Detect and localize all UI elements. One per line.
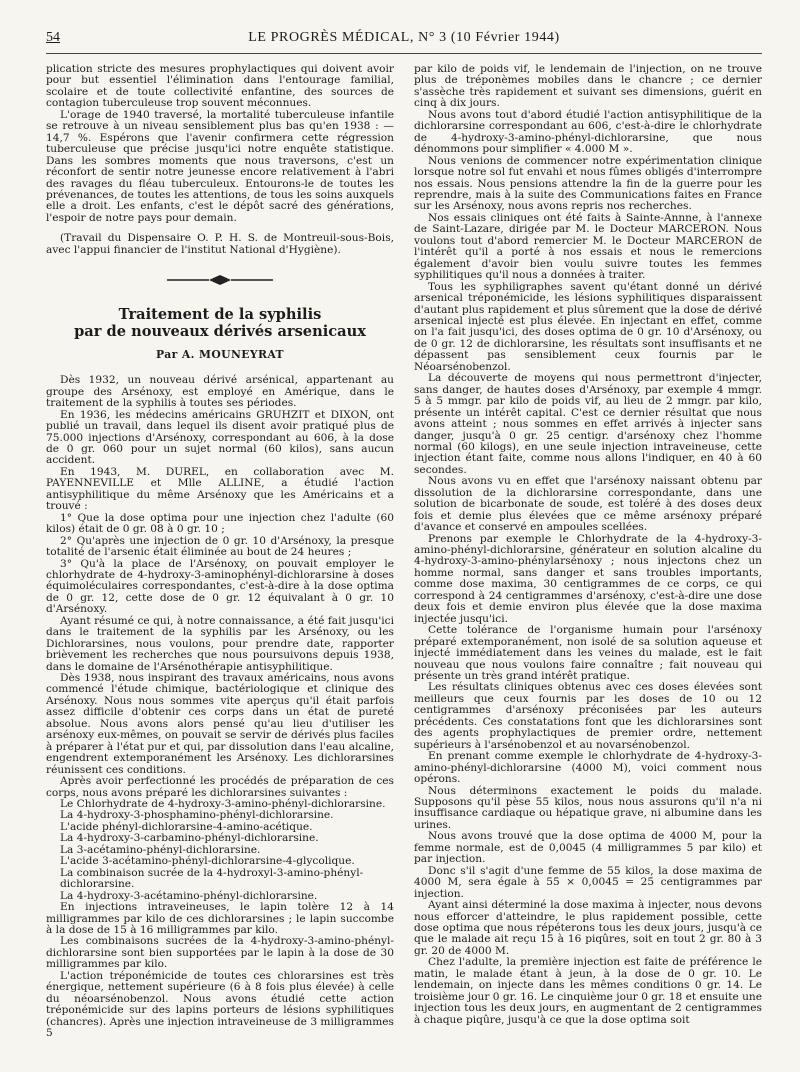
body-paragraph: Prenons par exemple le Chlorhydrate de la 4-hydroxy-3-amino-phényl-dichlorarsine, générateur en solution alcaline du 4-hydroxy-3-amino-phénylarsénoxy ; nous injectons chez un homme normal, sans danger et sans troubles importants, comme dose maxima, 30 centigrammes de ce corps, ce qui correspond à 24 centigrammes d'arsénoxy, c'est-à-dire une dose deux fois et demie environ plus élevée que la dose maxima injectée jusqu'ici.: [414, 532, 762, 625]
findings-item: 1° Que la dose optima pour une injection chez l'adulte (60 kilos) était de 0 gr. 08 à 0 gr. 10 ;: [46, 511, 394, 536]
compound-item: La 4-hydroxy-3-acétamino-phényl-dichlorarsine.: [60, 889, 318, 902]
journal-issue-title: LE PROGRÈS MÉDICAL, N° 3 (10 Février 1944): [248, 30, 560, 45]
body-paragraph: En prenant comme exemple le chlorhydrate de 4-hydroxy-3-amino-phényl-dichlorarsine (4000 M), voici comment nous opérons.: [414, 750, 762, 786]
findings-item: 3° Qu'à la place de l'Arsénoxy, on pouvait employer le chlorhydrate de 4-hydroxy-3-aminophényl-dichlorarsine à doses équimoléculaires correspondantes, c'est-à-dire à la dose optima de 0 gr. 12, cette dose de 0 gr. 12 équivalant à 0 gr. 10 d'Arsénoxy.: [46, 557, 394, 616]
header-rule: [46, 53, 762, 54]
body-paragraph: par kilo de poids vif, le lendemain de l'injection, on ne trouve plus de tréponèmes mobiles dans le chancre ; ce dernier s'assèche très rapidement et suivant ses dimensions, guérit en cinq à dix jours.: [414, 64, 762, 110]
body-paragraph: L'action tréponémicide de toutes ces chlorarsines est très énergique, nettement supérieure (6 à 8 fois plus élevée) à celle du néoarsénobenzol. Nous avons étudié cette action tréponémicide sur des lapins porteurs de lésions syphilitiques (chancres). Après une injection intraveineuse de 3 milligrammes 5: [46, 969, 394, 1040]
compound-list-first: Le Chlorhydrate de 4-hydroxy-3-amino-phényl-dichlorarsine.: [60, 798, 386, 811]
body-paragraph: Après avoir perfectionné les procédés de préparation de ces corps, nous avons préparé les dichlorarsines suivantes :: [46, 775, 394, 799]
body-paragraph: Donc s'il s'agit d'une femme de 55 kilos, la dose maxima de 4000 M, sera égale à 55 × 0,0045 = 25 centigrammes par injection.: [414, 864, 762, 900]
body-paragraph: Nous venions de commencer notre expérimentation clinique lorsque notre sol fut envahi et nous fûmes obligés d'interrompre nos essais. Nous pensions attendre la fin de la guerre pour les reprendre, mais à la suite des Communications faites en France sur les Arsénoxy, nous avons repris nos recherches.: [414, 154, 762, 213]
body-paragraph: Dès 1932, un nouveau dérivé arsénical, appartenant au groupe des Arsénoxy, est employé en Amérique, dans le traitement de la syphilis à toutes ses périodes.: [46, 374, 394, 410]
compound-item: La 3-acétamino-phényl-dichlorarsine.: [60, 843, 261, 856]
body-paragraph: Cette tolérance de l'organisme humain pour l'arsénoxy préparé extemporanément, non isolé de sa solution aqueuse et injecté immédiatement dans les veines du malade, est le fait nouveau que nous voulons faire connaître ; fait nouveau qui présente un très grand intérêt pratique.: [414, 624, 762, 683]
page-header: [46, 30, 762, 52]
body-paragraph: Ayant résumé ce qui, à notre connaissance, a été fait jusqu'ici dans le traitement de la syphilis par les Arsénoxy, ou les Dichlorarsines, nous voulons, pour prendre date, rapporter brièvement les recherches que nous poursuivons depuis 1938, dans le domaine de l'Arsénothérapie antisyphilitique.: [46, 614, 394, 673]
body-paragraph: Nos essais cliniques ont été faits à Sainte-Annne, à l'annexe de Saint-Lazare, dirigée par M. le Docteur MARCERON. Nous voulons tout d'abord remercier M. le Docteur MARCERON de l'intérêt qu'il a porté à nos essais et nous le remercions également d'avoir bien voulu suivre toutes les femmes syphilitiques qu'il nous a données à traiter.: [414, 211, 762, 282]
article-title-line-1: Traitement de la syphilis: [118, 306, 322, 324]
section-divider-ornament: [165, 274, 275, 286]
compound-item: La 4-hydroxy-3-carbamino-phényl-dichlorarsine.: [60, 832, 319, 845]
body-paragraph: Nous avons vu en effet que l'arsénoxy naissant obtenu par dissolution de la dichlorarsine correspondante, dans une solution de bicarbonate de soude, est toléré à des doses deux fois et demie plus élevées que ce même arsénoxy préparé d'avance et conservé en ampoules scellées.: [414, 475, 762, 534]
page-number: 54: [46, 30, 60, 45]
intro-acknowledgement: (Travail du Dispensaire O. P. H. S. de Montreuil-sous-Bois, avec l'appui financier de l'institut National d'Hygiène).: [46, 232, 394, 256]
body-paragraph: Nous déterminons exactement le poids du malade. Supposons qu'il pèse 55 kilos, nous nous assurons qu'il n'a ni insuffisance cardiaque ou hépatique grave, ni albumine dans les urines.: [414, 784, 762, 831]
body-paragraph: Les résultats cliniques obtenus avec ces doses élevées sont meilleurs que ceux fournis par les doses de 10 ou 12 centigrammes d'arsénoxy préconisées par les auteurs précédents. Ces constatations font que les dichlorarsines sont des agents prophylactiques de premier ordre, nettement supérieurs à l'arsénobenzol et au novarsénobenzol.: [414, 681, 762, 751]
intro-paragraph: L'orage de 1940 traversé, la mortalité tuberculeuse infantile se retrouve à un niveau sensiblement plus bas qu'en 1938 : —14,7 %. Espérons que l'avenir confirmera cette régression tuberculeuse que précise jusqu'ici notre enquête statistique. Dans les sombres moments que nous traversons, c'est un réconfort de sentir notre jeunesse encore relativement à l'abri des ravages du fléau tuberculeux. Entourons-le de toutes les prévenances, de toutes les attentions, de tous les soins auxquels elle a droit. Les enfants, c'est le dépôt sacré des générations, l'espoir de notre pays pour demain.: [46, 108, 394, 224]
body-paragraph: Tous les syphiligraphes savent qu'étant donné un dérivé arsenical tréponémicide, les lésions syphilitiques disparaissent d'autant plus rapidement et plus sûrement que la dose de dérivé arsenical injecté est plus élevée. En injectant en effet, comme on l'a fait jusqu'ici, des doses optima de 0 gr. 10 d'Arsénoxy, ou de 0 gr. 12 de dichlorarsine, les résultats sont insuffisants et ne dépassent pas sensiblement ceux fournis par le Néoarsénobenzol.: [414, 280, 762, 373]
compound-item: L'acide phényl-dichlorarsine-4-amino-acétique.: [60, 820, 313, 833]
body-paragraph: Nous avons tout d'abord étudié l'action antisyphilitique de la dichlorarsine correspondant au 606, c'est-à-dire le chlorhydrate de 4-hydroxy-3-amino-phényl-dichlorarsine, que nous dénommons pour simplifier « 4.000 M ».: [414, 108, 762, 156]
article-byline: Par A. MOUNEYRAT: [156, 348, 284, 362]
body-paragraph: Les combinaisons sucrées de la 4-hydroxy-3-amino-phényl-dichlorarsine sont bien supportées par le lapin à la dose de 30 milligrammes par kilo.: [46, 935, 394, 971]
compound-item: La 4-hydroxy-3-phosphamino-phényl-dichlorarsine.: [60, 809, 334, 822]
body-paragraph: En 1943, M. DUREL, en collaboration avec M. PAYENNEVILLE et Mlle ALLINE, a étudié l'action antisyphilitique du même Arsénoxy que les Américains et a trouvé :: [46, 465, 394, 513]
body-paragraph: Nous avons trouvé que la dose optima de 4000 M, pour la femme normale, est de 0,0045 (4 milligrammes 5 par kilo) et par injection.: [414, 830, 762, 866]
body-paragraph: La découverte de moyens qui nous permettront d'injecter, sans danger, de hautes doses d'Arsénoxy, par exemple 4 mmgr. 5 à 5 mmgr. par kilo de poids vif, au lieu de 2 mmgr. par kilo, présente un intérêt capital. C'est ce dernier résultat que nous avons atteint ; nous sommes en effet arrivés à injecter sans danger, jusqu'à 0 gr. 25 centigr. d'arsénoxy chez l'homme normal (60 kilogs), en une seule injection intraveineuse, cette injection étant faite, comme nous allons l'indiquer, en 40 à 60 secondes.: [414, 372, 762, 476]
findings-item: 2° Qu'après une injection de 0 gr. 10 d'Arsénoxy, la presque totalité de l'arsenic était éliminée au bout de 24 heures ;: [46, 534, 394, 559]
body-paragraph: En 1936, les médecins américains GRUHZIT et DIXON, ont publié un travail, dans lequel ils disent avoir pratiqué plus de 75.000 injections d'Arsénoxy, correspondant au 606, à la dose de 0 gr. 060 pour un sujet normal (60 kilos), sans aucun accident.: [46, 408, 394, 467]
right-column: [414, 64, 762, 1060]
intro-paragraph: plication stricte des mesures prophylactiques qui doivent avoir pour but essentiel l'élimination dans l'entourage familial, scolaire et de toute collectivité enfantine, des sources de contagion tuberculeuse trop souvent méconnues.: [46, 64, 394, 110]
compound-item: L'acide 3-acétamino-phényl-dichlorarsine-4-glycolique.: [60, 855, 355, 868]
article-title: [46, 306, 394, 340]
compound-list: [46, 810, 394, 902]
article-title-line-2: par de nouveaux dérivés arsenicaux: [74, 323, 366, 341]
body-paragraph: En injections intraveineuses, le lapin tolère 12 à 14 milligrammes par kilo de ces dichlorarsines ; le lapin succombe à la dose de 15 à 16 milligrammes par kilo.: [46, 901, 394, 936]
left-column: [46, 64, 394, 1060]
body-paragraph: Dès 1938, nous inspirant des travaux américains, nous avons commencé l'étude chimique, bactériologique et clinique des Arsénoxy. Nous nous sommes vite aperçus qu'il était parfois assez difficile d'obtenir ces corps dans un état de pureté absolue. Nous avons alors pensé qu'au lieu d'utiliser les arsénoxy eux-mêmes, on pouvait se servir de dérivés plus faciles à préparer à l'état pur et qui, par dissolution dans l'eau alcaline, engendrent extemporanément les Arsénoxy. Les dichlorarsines réunissent ces conditions.: [46, 672, 394, 776]
body-paragraph: Ayant ainsi déterminé la dose maxima à injecter, nous devons nous efforcer d'atteindre, le plus rapidement possible, cette dose optima que nous répéterons tous les deux jours, jusqu'à ce que le malade ait reçu 15 à 16 piqûres, soit en tout 2 gr. 80 à 3 gr. 20 de 4000 M.: [414, 899, 762, 957]
body-paragraph: Chez l'adulte, la première injection est faite de préférence le matin, le malade étant à jeun, à la dose de 0 gr. 10. Le lendemain, on injecte dans les mêmes conditions 0 gr. 14. Le troisième jour 0 gr. 16. Le cinquième jour 0 gr. 18 et ensuite une injection tous les deux jours, en augmentant de 2 centigrammes à chaque piqûre, jusqu'à ce que la dose optima soit: [414, 956, 762, 1026]
compound-item: La combinaison sucrée de la 4-hydroxyl-3-amino-phényl-dichlorarsine.: [60, 866, 364, 891]
